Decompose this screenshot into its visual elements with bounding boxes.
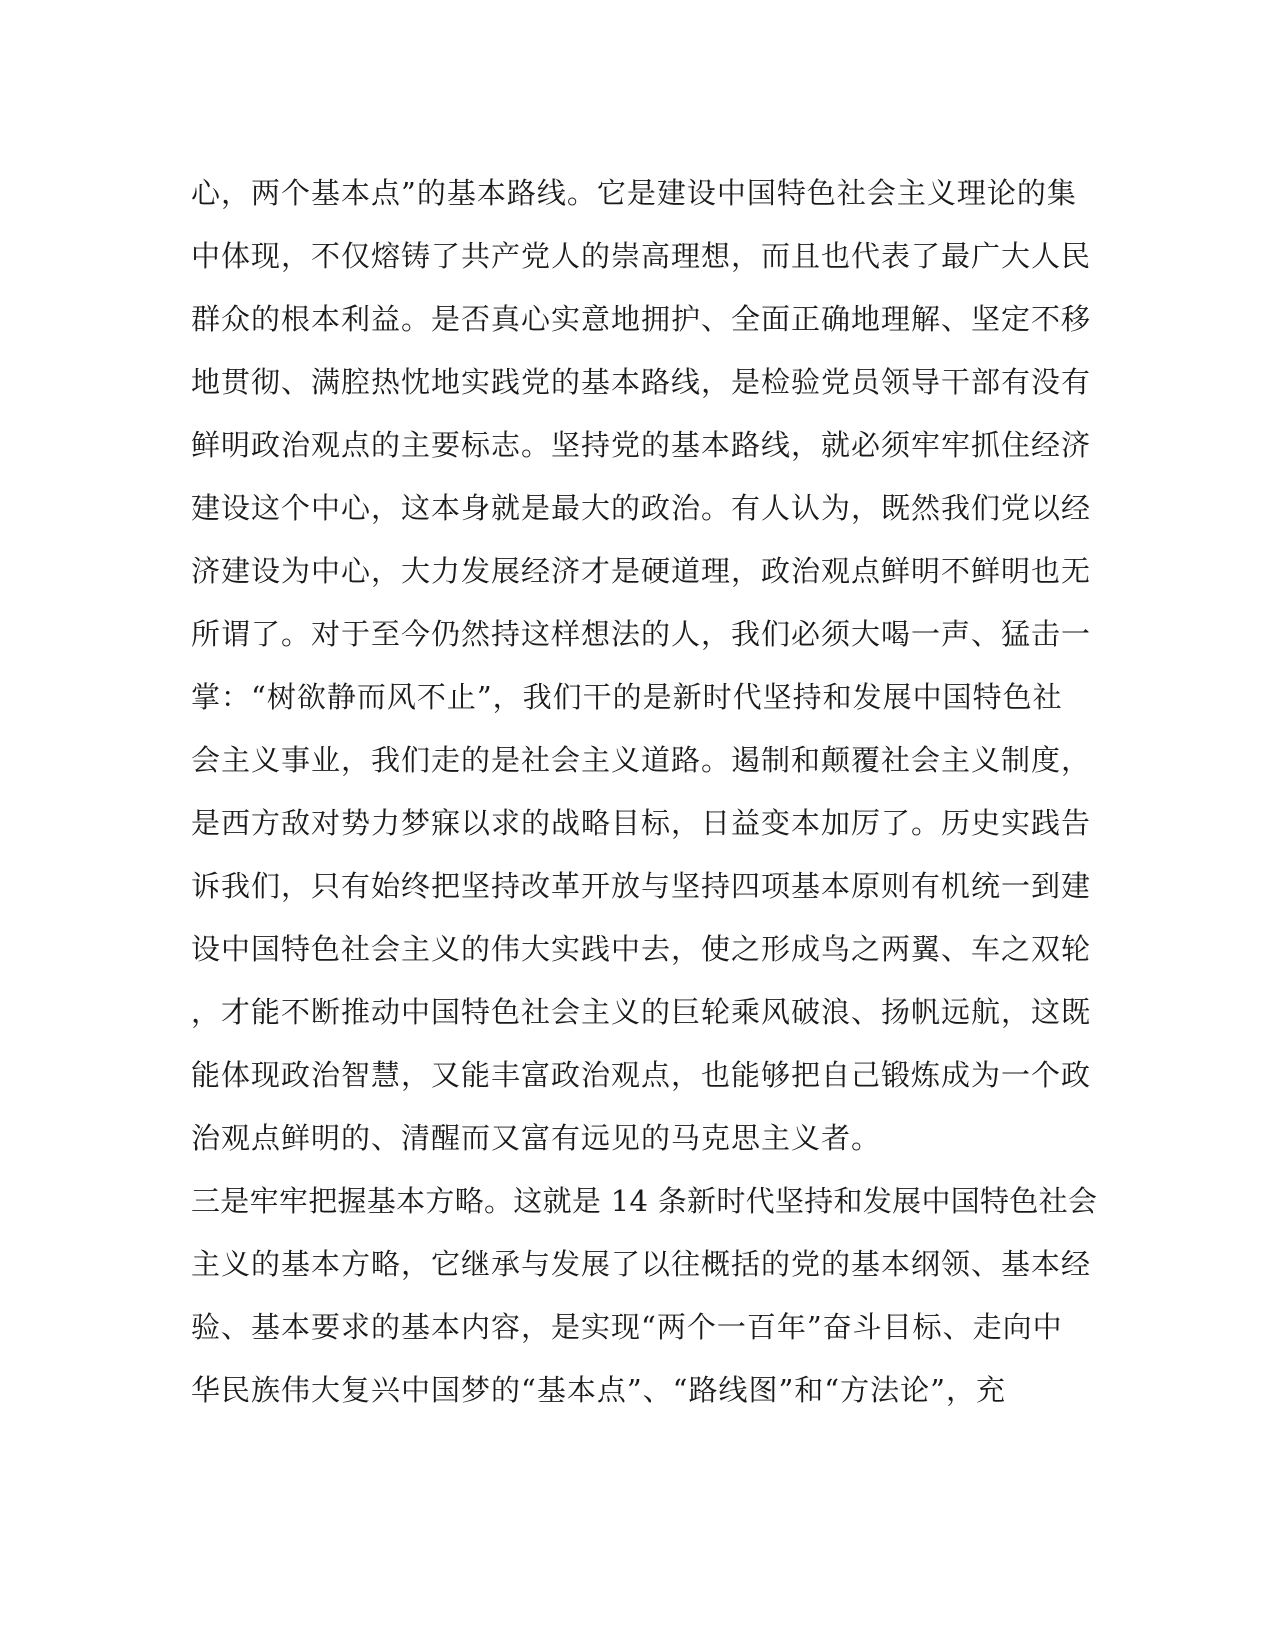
text-line: 验、基本要求的基本内容，是实现“两个一百年”奋斗目标、走向中 [191,1310,1063,1344]
body-text [191,162,1098,1422]
text-line: 诉我们，只有始终把坚持改革开放与坚持四项基本原则有机统一到建 [191,869,1092,903]
text-line: 心，两个基本点”的基本路线。它是建设中国特色社会主义理论的集 [191,176,1077,210]
text-line: 掌：“树欲静而风不止”，我们干的是新时代坚持和发展中国特色社 [191,680,1063,714]
text-line: 是西方敌对势力梦寐以求的战略目标，日益变本加厉了。历史实践告 [191,806,1092,840]
text-line: 建设这个中心，这本身就是最大的政治。有人认为，既然我们党以经 [191,491,1092,525]
text-line: 三是牢牢把握基本方略。这就是 14 条新时代坚持和发展中国特色社会 [191,1184,1098,1218]
text-line: 鲜明政治观点的主要标志。坚持党的基本路线，就必须牢牢抓住经济 [191,428,1092,462]
text-line: 地贯彻、满腔热忱地实践党的基本路线，是检验党员领导干部有没有 [191,365,1092,399]
text-line: 治观点鲜明的、清醒而又富有远见的马克思主义者。 [191,1121,882,1155]
text-line: 群众的根本利益。是否真心实意地拥护、全面正确地理解、坚定不移 [191,302,1092,336]
text-line: 华民族伟大复兴中国梦的“基本点”、“路线图”和“方法论”，充 [191,1373,1006,1407]
text-line: 所谓了。对于至今仍然持这样想法的人，我们必须大喝一声、猛击一 [191,617,1092,651]
text-line: 济建设为中心，大力发展经济才是硬道理，政治观点鲜明不鲜明也无 [191,554,1092,588]
text-line: 能体现政治智慧，又能丰富政治观点，也能够把自己锻炼成为一个政 [191,1058,1092,1092]
text-line: 设中国特色社会主义的伟大实践中去，使之形成鸟之两翼、车之双轮 [191,932,1092,966]
text-line: 主义的基本方略，它继承与发展了以往概括的党的基本纲领、基本经 [191,1247,1092,1281]
text-line: 会主义事业，我们走的是社会主义道路。遏制和颠覆社会主义制度， [191,743,1092,777]
text-line: 中体现，不仅熔铸了共产党人的崇高理想，而且也代表了最广大人民 [191,239,1092,273]
text-line: ，才能不断推动中国特色社会主义的巨轮乘风破浪、扬帆远航，这既 [191,995,1092,1029]
